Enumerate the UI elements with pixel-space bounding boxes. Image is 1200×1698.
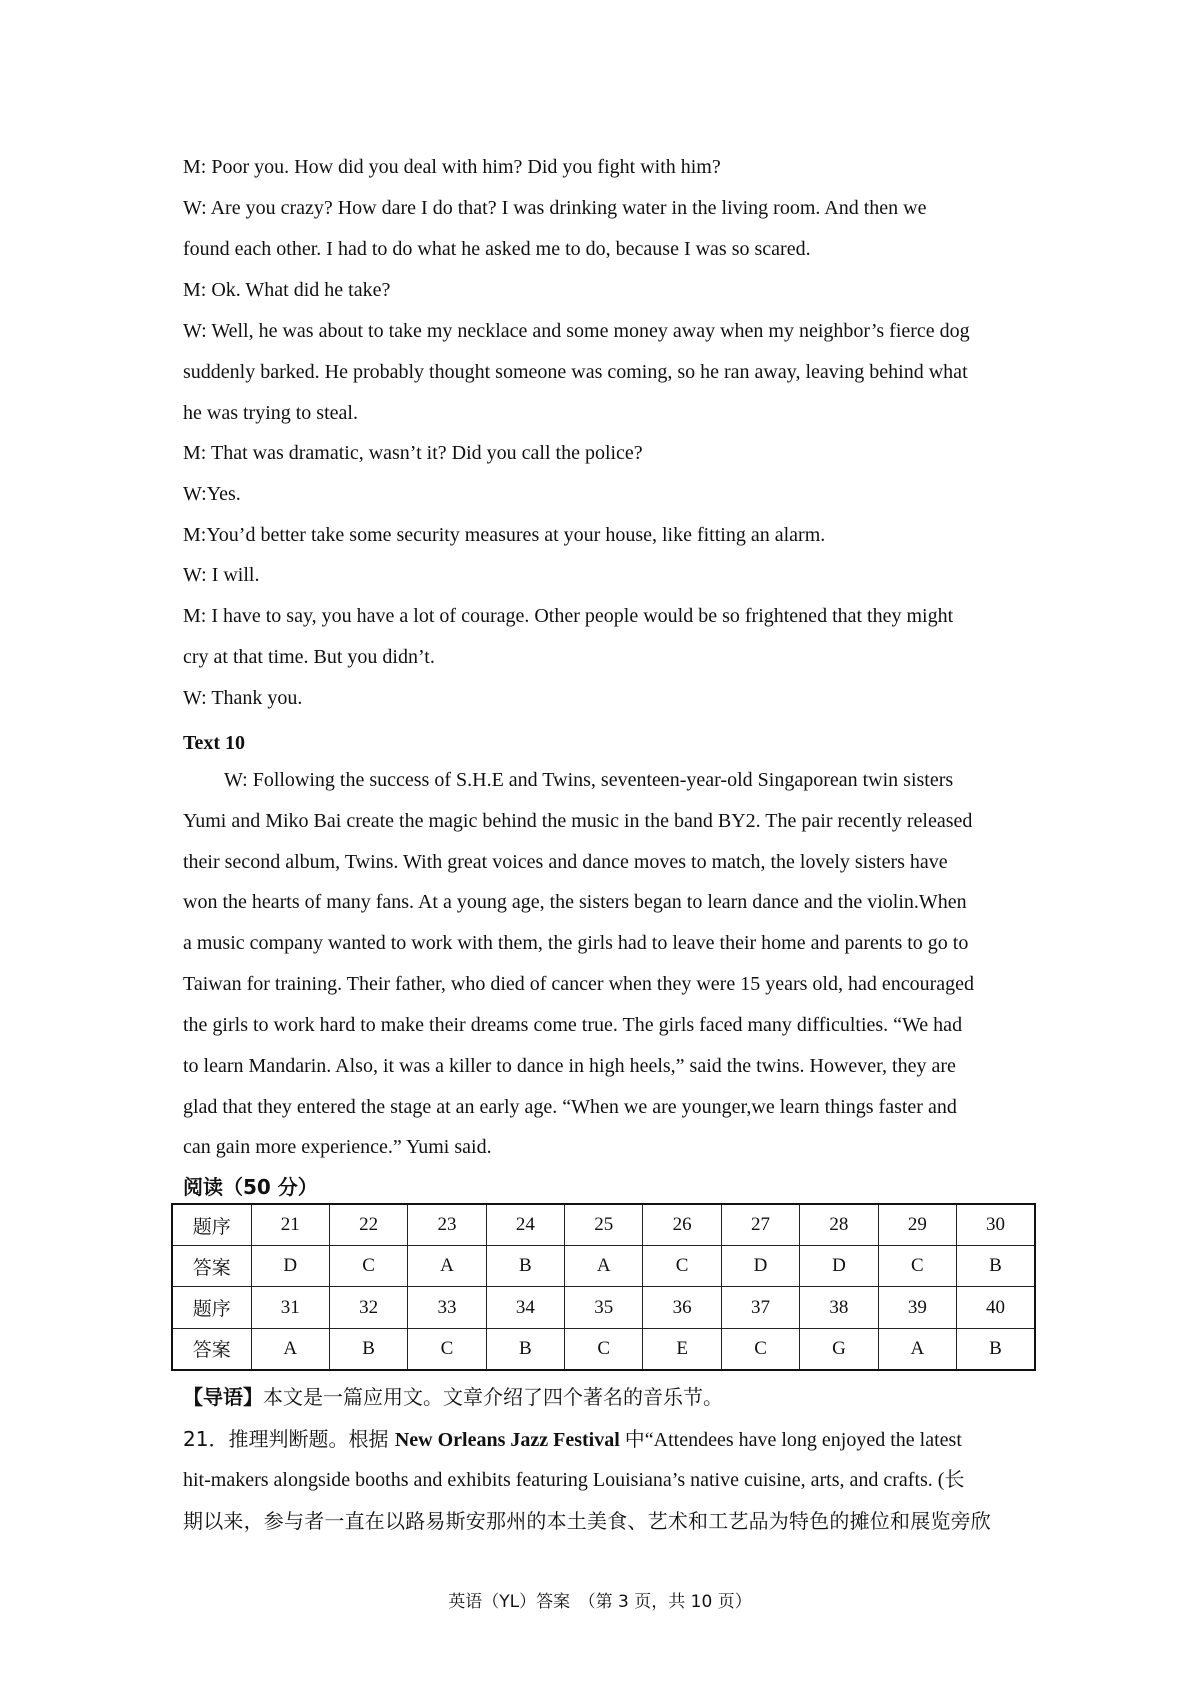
reading-heading: 阅读（50 分） [183, 1175, 318, 1199]
paragraph-line: won the hearts of many fans. At a young age, the sisters began to learn dance and the violin.When [183, 891, 967, 913]
answer-table-row [172, 1287, 1035, 1328]
answer-cell: B [957, 1246, 1035, 1287]
answer-cell: B [329, 1328, 407, 1370]
answer-cell: G [800, 1328, 878, 1370]
festival-name: New Orleans Jazz Festival [394, 1429, 620, 1451]
answer-cell: A [878, 1328, 956, 1370]
dialogue-line: M: Poor you. How did you deal with him? Did you fight with him? [183, 156, 721, 178]
answer-table-row [172, 1328, 1035, 1370]
dialogue-line: M: Ok. What did he take? [183, 279, 391, 301]
answer-table [171, 1203, 1036, 1371]
dialogue-line: found each other. I had to do what he asked me to do, because I was so scared. [183, 238, 811, 260]
answer-cell: 28 [800, 1204, 878, 1246]
guide-line [183, 1384, 723, 1411]
dialogue-line: M: That was dramatic, wasn’t it? Did you call the police? [183, 442, 643, 464]
answer-cell: 32 [329, 1287, 407, 1328]
question-21-line [183, 1426, 962, 1453]
answer-cell: 27 [721, 1204, 799, 1246]
answer-cell: 23 [408, 1204, 486, 1246]
paragraph-line: their second album, Twins. With great voices and dance moves to match, the lovely sisters have [183, 851, 948, 873]
answer-table-row [172, 1246, 1035, 1287]
dialogue-line: W:Yes. [183, 483, 241, 505]
answer-cell: 36 [643, 1287, 721, 1328]
paragraph-line: the girls to work hard to make their dreams come true. The girls faced many difficulties. “We had [183, 1014, 963, 1036]
answer-cell: B [957, 1328, 1035, 1370]
answer-cell: 30 [957, 1204, 1035, 1246]
answer-table-row [172, 1204, 1035, 1246]
answer-cell: 22 [329, 1204, 407, 1246]
section-title: Text 10 [183, 732, 246, 754]
answer-cell: 21 [251, 1204, 329, 1246]
dialogue-line: M:You’d better take some security measures at your house, like fitting an alarm. [183, 524, 826, 546]
answer-cell: D [251, 1246, 329, 1287]
page-footer: 英语（YL）答案 （第 3 页，共 10 页） [448, 1592, 752, 1612]
answer-cell: 39 [878, 1287, 956, 1328]
guide-text: 本文是一篇应用文。文章介绍了四个著名的音乐节。 [263, 1385, 723, 1409]
question-21-line: hit-makers alongside booths and exhibits featuring Louisiana’s native cuisine, arts, and crafts. (长 [183, 1469, 965, 1491]
paragraph-line: Taiwan for training. Their father, who died of cancer when they were 15 years old, had encouraged [183, 973, 974, 995]
answer-cell: B [486, 1246, 564, 1287]
answer-cell: 38 [800, 1287, 878, 1328]
answer-cell: 40 [957, 1287, 1035, 1328]
answer-cell: 37 [721, 1287, 799, 1328]
paragraph-line: W: Following the success of S.H.E and Twins, seventeen-year-old Singaporean twin sisters [224, 769, 954, 791]
answer-cell: A [408, 1246, 486, 1287]
answer-cell: C [329, 1246, 407, 1287]
answer-cell: C [565, 1328, 643, 1370]
dialogue-line: W: Thank you. [183, 687, 303, 709]
dialogue-line: M: I have to say, you have a lot of courage. Other people would be so frightened that they might [183, 605, 954, 627]
paragraph-line: to learn Mandarin. Also, it was a killer to dance in high heels,” said the twins. However, they are [183, 1055, 956, 1077]
guide-label: 【导语】 [183, 1385, 263, 1409]
question-21-line: 期以来，参与者一直在以路易斯安那州的本土美食、艺术和工艺品为特色的摊位和展览旁欣 [183, 1509, 991, 1533]
answer-cell: A [565, 1246, 643, 1287]
dialogue-line: suddenly barked. He probably thought someone was coming, so he ran away, leaving behind what [183, 361, 968, 383]
row-label: 答案 [172, 1328, 251, 1370]
answer-cell: 26 [643, 1204, 721, 1246]
paragraph-line: Yumi and Miko Bai create the magic behind the music in the band BY2. The pair recently released [183, 810, 973, 832]
answer-cell: E [643, 1328, 721, 1370]
answer-cell: 29 [878, 1204, 956, 1246]
row-label: 题序 [172, 1204, 251, 1246]
row-label: 题序 [172, 1287, 251, 1328]
answer-cell: C [643, 1246, 721, 1287]
dialogue-line: cry at that time. But you didn’t. [183, 646, 435, 668]
answer-cell: C [878, 1246, 956, 1287]
paragraph-line: can gain more experience.” Yumi said. [183, 1136, 492, 1158]
answer-cell: B [486, 1328, 564, 1370]
answer-cell: 31 [251, 1287, 329, 1328]
paragraph-line: glad that they entered the stage at an early age. “When we are younger,we learn things faster and [183, 1096, 957, 1118]
answer-cell: D [800, 1246, 878, 1287]
answer-cell: D [721, 1246, 799, 1287]
answer-cell: 33 [408, 1287, 486, 1328]
question-suffix: 中“Attendees have long enjoyed the latest [619, 1429, 962, 1451]
paragraph-line: a music company wanted to work with them, the girls had to leave their home and parents to go to [183, 932, 969, 954]
dialogue-line: W: Are you crazy? How dare I do that? I was drinking water in the living room. And then we [183, 197, 927, 219]
question-prefix: 21．推理判断题。根据 [183, 1427, 395, 1451]
dialogue-line: W: I will. [183, 564, 260, 586]
dialogue-line: he was trying to steal. [183, 402, 358, 424]
answer-cell: A [251, 1328, 329, 1370]
dialogue-line: W: Well, he was about to take my necklace and some money away when my neighbor’s fierce dog [183, 320, 970, 342]
answer-cell: C [721, 1328, 799, 1370]
answer-cell: 25 [565, 1204, 643, 1246]
answer-cell: C [408, 1328, 486, 1370]
answer-cell: 24 [486, 1204, 564, 1246]
answer-cell: 35 [565, 1287, 643, 1328]
row-label: 答案 [172, 1246, 251, 1287]
answer-cell: 34 [486, 1287, 564, 1328]
